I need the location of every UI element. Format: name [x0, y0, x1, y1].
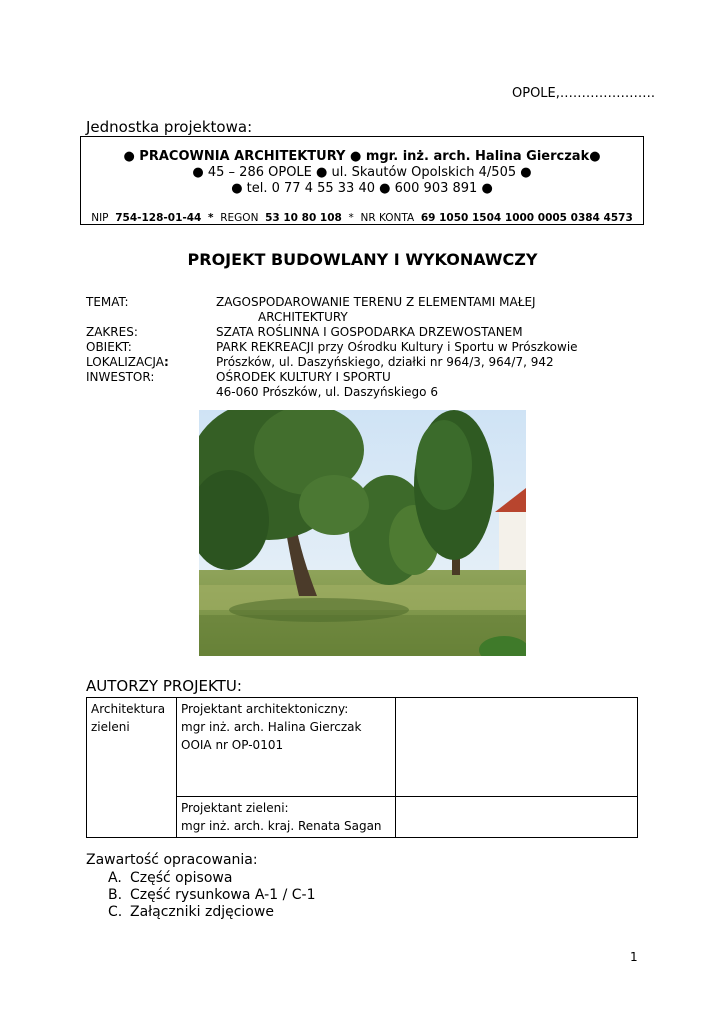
authors-table — [86, 697, 638, 838]
separator: * — [348, 212, 354, 224]
firm-address: ● 45 – 286 OPOLE ● ul. Skautów Opolskich 4/505 ● — [192, 165, 532, 180]
contents-heading: Zawartość opracowania: — [86, 852, 258, 868]
category-line: zieleni — [91, 720, 130, 734]
regon-label: REGON — [220, 212, 259, 224]
authors-heading: AUTORZY PROJEKTU: — [86, 677, 242, 695]
inwestor-label: INWESTOR: — [86, 370, 155, 384]
green-designer-role: Projektant zieleni: — [181, 801, 289, 815]
category-line: Architektura — [91, 702, 166, 716]
contents-list — [108, 870, 316, 921]
account-label: NR KONTA — [360, 212, 415, 224]
architect-name: mgr inż. arch. Halina Gierczak — [181, 720, 362, 734]
architect-cell — [177, 698, 396, 797]
list-item — [108, 870, 316, 887]
lokalizacja-label: LOKALIZACJA — [86, 355, 164, 369]
table-row — [87, 698, 638, 797]
document-title: PROJEKT BUDOWLANY I WYKONAWCZY — [187, 250, 538, 269]
firm-info-box — [80, 136, 644, 225]
temat-value: ZAGOSPODAROWANIE TERENU Z ELEMENTAMI MAŁEJ — [216, 295, 536, 309]
obiekt-value: PARK REKREACJI przy Ośrodku Kultury i Sportu w Prószkowie — [216, 340, 578, 354]
architect-role: Projektant architektoniczny: — [181, 702, 349, 716]
park-photo — [199, 410, 526, 656]
firm-name: ● PRACOWNIA ARCHITEKTURY ● mgr. inż. arch. Halina Gierczak● — [123, 149, 601, 164]
list-item-text: Załączniki zdjęciowe — [130, 904, 274, 920]
inwestor-address: 46-060 Prószków, ul. Daszyńskiego 6 — [216, 385, 438, 399]
account-value: 69 1050 1504 1000 0005 0384 4573 — [420, 212, 633, 224]
temat-value-cont: ARCHITEKTURY — [258, 310, 348, 324]
zakres-label: ZAKRES: — [86, 325, 138, 339]
list-item — [108, 887, 316, 904]
firm-phone: ● tel. 0 77 4 55 33 40 ● 600 903 891 ● — [231, 181, 493, 196]
signature-cell — [396, 698, 638, 797]
list-item-text: Część rysunkowa A-1 / C-1 — [130, 887, 316, 903]
design-unit-label: Jednostka projektowa: — [86, 118, 253, 136]
category-cell — [87, 698, 177, 838]
signature-cell — [396, 797, 638, 838]
lokalizacja-value: Prószków, ul. Daszyńskiego, działki nr 964/3, 964/7, 942 — [216, 355, 554, 369]
obiekt-label: OBIEKT: — [86, 340, 132, 354]
list-item-letter: B. — [108, 887, 123, 903]
inwestor-value: OŚRODEK KULTURY I SPORTU — [216, 370, 391, 384]
separator: * — [208, 212, 214, 224]
page-number: 1 — [630, 950, 638, 964]
architect-registration: OOIA nr OP-0101 — [181, 738, 284, 752]
list-item-letter: C. — [108, 904, 123, 920]
firm-registry-line — [81, 212, 643, 224]
list-item — [108, 904, 316, 921]
regon-value: 53 10 80 108 — [265, 212, 342, 224]
green-designer-name: mgr inż. arch. kraj. Renata Sagan — [181, 819, 382, 833]
place-date-line: OPOLE,…………………. — [512, 86, 656, 101]
temat-label: TEMAT: — [86, 295, 129, 309]
lokalizacja-label-wrap — [86, 355, 169, 370]
list-item-text: Część opisowa — [130, 870, 233, 886]
nip-value: 754-128-01-44 — [115, 212, 202, 224]
nip-label: NIP — [91, 212, 109, 224]
lokalizacja-colon: : — [163, 355, 169, 369]
green-designer-cell — [177, 797, 396, 838]
list-item-letter: A. — [108, 870, 122, 886]
zakres-value: SZATA ROŚLINNA I GOSPODARKA DRZEWOSTANEM — [216, 325, 523, 339]
